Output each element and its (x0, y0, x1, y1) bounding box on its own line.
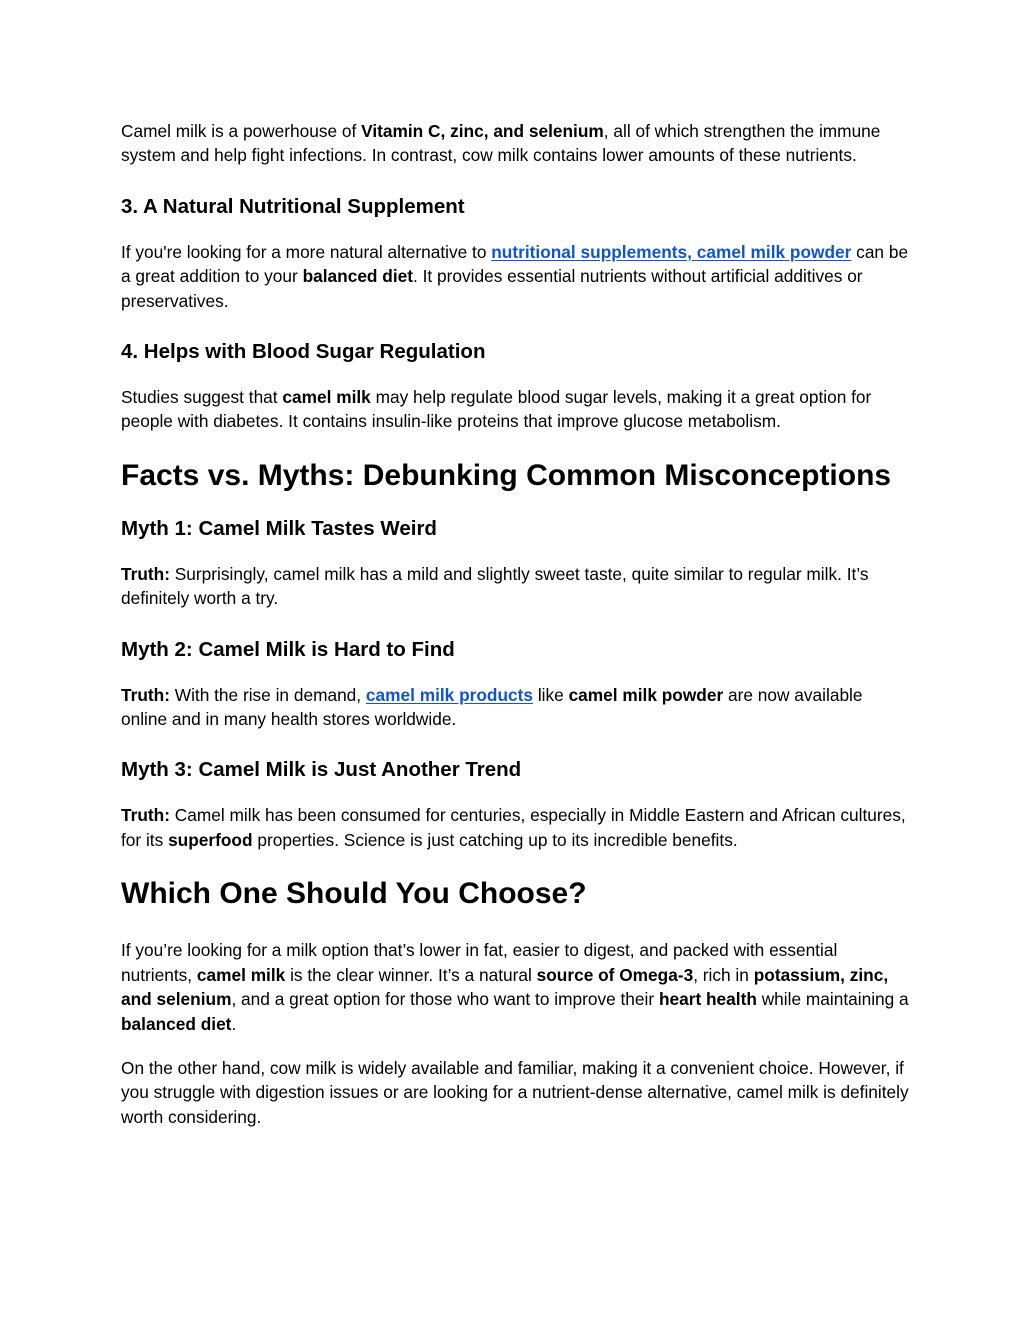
bold-text: potassium, zinc, and selenium (121, 964, 889, 1010)
myth-3-heading: Myth 3: Camel Milk is Just Another Trend (121, 758, 522, 782)
text: , and a great option for those who want to improve their (231, 989, 659, 1010)
text: Studies suggest that (121, 387, 283, 408)
text: Camel milk has been consumed for centuries, especially in Middle Eastern and African cultures, for its (121, 805, 906, 850)
text: may help regulate blood sugar levels, making it a great option for people with diabetes. It contains insulin-like proteins that improve glucose metabolism. (121, 387, 872, 432)
document-page (121, 119, 911, 1129)
text: , rich in (693, 964, 754, 985)
heading-facts-vs-myths: Facts vs. Myths: Debunking Common Misconceptions (121, 458, 892, 492)
bold-text: heart health (658, 989, 757, 1010)
text: If you’re looking for a milk option that’s lower in fat, easier to digest, and packed with essential nutrients, (121, 940, 838, 985)
truth-label: Truth: (121, 805, 170, 826)
text: . It provides essential nutrients without artificial additives or preservatives. (121, 266, 863, 311)
truth-label: Truth: (121, 563, 170, 584)
text: can be a great addition to your (121, 241, 909, 287)
bold-text: superfood (168, 829, 253, 850)
bold-text: Vitamin C, zinc, and selenium (361, 121, 604, 141)
text: . (231, 1013, 237, 1034)
section-heading-natural-supplement: 3. A Natural Nutritional Supplement (121, 194, 465, 218)
myth-1-paragraph (121, 562, 911, 611)
text: Surprisingly, camel milk has a mild and slightly sweet taste, quite similar to regular milk. It’s definitely worth a try. (121, 563, 869, 609)
choose-paragraph-1 (121, 938, 911, 1036)
bold-text: camel milk powder (568, 684, 724, 705)
link-nutritional-supplements[interactable]: nutritional supplements (491, 241, 688, 262)
text: Camel milk is a powerhouse of (121, 121, 362, 141)
text: If you're looking for a more natural alternative to (121, 241, 492, 262)
text: like (533, 684, 569, 705)
text: are now available online and in many health stores worldwide. (121, 684, 863, 730)
bold-text: source of Omega-3 (536, 964, 694, 985)
intro-paragraph (121, 119, 911, 168)
text: , all of which strengthen the immune system and help fight infections. In contrast, cow milk contains lower amounts of these nutrients. (121, 121, 881, 166)
text: while maintaining a (756, 989, 909, 1010)
text: With the rise in demand, (169, 684, 366, 705)
bold-text: balanced diet (121, 1013, 232, 1034)
truth-label: Truth: (121, 684, 170, 705)
text: properties. Science is just catching up to its incredible benefits. (252, 829, 738, 850)
bold-text: balanced diet (302, 266, 414, 287)
myth-3-paragraph (121, 803, 911, 852)
text: On the other hand, cow milk is widely available and familiar, making it a convenient choice. However, if you struggle with digestion issues or are looking for a nutrient-dense alternative, camel milk is definitely worth considering. (121, 1057, 909, 1127)
choose-paragraph-2 (121, 1056, 911, 1129)
natural-supplement-paragraph (121, 240, 911, 313)
myth-2-paragraph (121, 683, 911, 732)
link-camel-milk-powder[interactable]: camel milk powder (696, 241, 852, 262)
myth-1-heading: Myth 1: Camel Milk Tastes Weird (121, 516, 437, 540)
myth-2-heading: Myth 2: Camel Milk is Hard to Find (121, 637, 455, 661)
blood-sugar-paragraph (121, 385, 911, 434)
section-heading-blood-sugar: 4. Helps with Blood Sugar Regulation (121, 340, 486, 364)
bold-text: camel milk (282, 387, 371, 408)
bold-text: camel milk (196, 964, 286, 985)
link-camel-milk-products[interactable]: camel milk products (365, 684, 534, 705)
link-separator[interactable]: , (687, 241, 697, 262)
heading-which-one: Which One Should You Choose? (121, 877, 587, 911)
text: is the clear winner. It’s a natural (285, 964, 537, 985)
